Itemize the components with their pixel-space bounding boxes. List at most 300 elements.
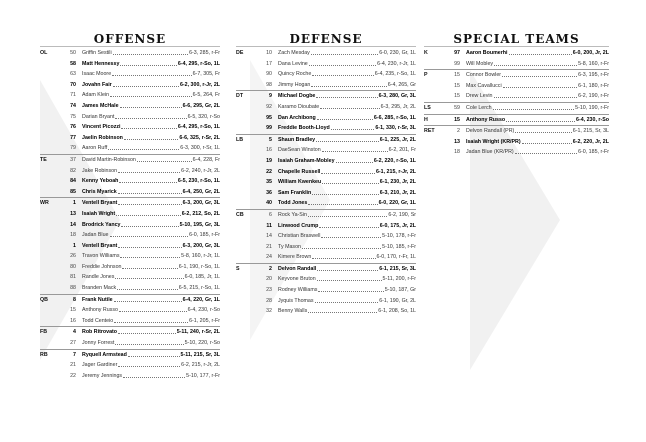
player-info: 5-10, 195, Gr, 3L	[179, 221, 220, 228]
dot-leader	[515, 126, 571, 133]
roster-row	[424, 103, 609, 115]
defense-section	[236, 32, 416, 317]
player-name: Jadan Blue (KR/PR)	[466, 149, 514, 156]
player-info: 6-4, 295, r-So, 1L	[177, 124, 220, 131]
player-name: Todd Centeio	[82, 317, 114, 324]
dot-leader	[317, 113, 373, 120]
player-name: Isaiah Wright (KR/PR)	[466, 138, 521, 145]
dot-leader	[317, 274, 382, 281]
player-name: Max Cavallucci	[466, 82, 502, 89]
player-name: Sam Franklin	[278, 189, 312, 196]
player-info: 6-1, 215, Sr, 3L	[572, 128, 609, 135]
dot-leader	[108, 143, 179, 150]
dot-leader	[316, 135, 379, 142]
jersey-number: 8	[73, 296, 76, 303]
dot-leader	[115, 272, 183, 279]
player-info: 6-0, 185, Jr, 1L	[184, 274, 220, 281]
player-info: 6-3, 280, Gr, 3L	[378, 93, 416, 100]
roster-row	[236, 80, 416, 92]
jersey-number: 88	[70, 285, 76, 292]
jersey-number: 97	[454, 50, 460, 56]
roster-row	[40, 59, 220, 70]
jersey-number: 77	[70, 134, 76, 141]
player-info: 5-11, 215, Sr, 3L	[180, 351, 220, 358]
dot-leader	[322, 145, 388, 152]
player-info: 6-1, 208, So, 1L	[378, 308, 416, 315]
jersey-number: 7	[73, 351, 76, 358]
roster-row	[40, 122, 220, 133]
roster-row	[236, 264, 416, 275]
roster-row	[236, 91, 416, 102]
jersey-number: 14	[70, 221, 76, 228]
player-info: 6-5, 215, r-So, 1L	[178, 285, 220, 292]
player-name: Connor Bowler	[466, 72, 502, 79]
player-info: 6-4, 228, Fr	[192, 156, 220, 163]
roster-row	[236, 69, 416, 80]
jersey-number: 4	[73, 329, 76, 336]
player-name: Isaiah Graham-Mobley	[278, 157, 335, 164]
jersey-number: 13	[70, 210, 76, 217]
dot-leader	[124, 133, 178, 140]
jersey-number: 10	[266, 50, 272, 56]
position-label: P	[424, 72, 428, 79]
player-info: 6-4, 230, r-Jr, 1L	[377, 60, 416, 67]
dot-leader	[118, 166, 180, 173]
jersey-number: 18	[70, 232, 76, 239]
jersey-number: 21	[266, 243, 272, 250]
player-info: 6-2, 190, r-Fr	[578, 93, 609, 100]
roster-row	[236, 113, 416, 124]
jersey-number: 26	[70, 253, 76, 260]
dot-leader	[120, 59, 177, 66]
player-name: Dana Levine	[278, 60, 308, 67]
jersey-number: 59	[454, 104, 460, 111]
roster-row	[40, 155, 220, 166]
roster-row	[40, 283, 220, 295]
roster-row	[236, 231, 416, 242]
dot-leader	[318, 285, 383, 292]
player-info: 6-3, 295, Jr, 2L	[380, 103, 416, 110]
dot-leader	[322, 177, 379, 184]
player-info: 6-5, 320, r-So	[187, 113, 220, 120]
jersey-number: 17	[266, 60, 272, 67]
roster-row	[40, 350, 220, 361]
roster-row	[424, 81, 609, 92]
roster-row	[236, 274, 416, 285]
jersey-number: 15	[70, 307, 76, 314]
dot-leader	[115, 338, 183, 345]
player-info: 6-0, 230, Gr, 1L	[379, 50, 416, 56]
roster-row	[40, 198, 220, 209]
player-info: 5-11, 240, r-Sr, 2L	[176, 329, 220, 336]
roster-row	[236, 59, 416, 70]
jersey-number: 99	[266, 125, 272, 132]
player-name: Linwood Crump	[278, 222, 319, 229]
dot-leader	[123, 371, 185, 378]
dot-leader	[115, 112, 186, 119]
jersey-number: 90	[266, 71, 272, 78]
player-info: 6-2, 240, r-Jr, 2L	[181, 167, 220, 174]
jersey-number: 79	[70, 145, 76, 152]
dot-leader	[114, 295, 182, 302]
roster-row	[40, 112, 220, 123]
player-name: Griffin Sestili	[82, 50, 112, 56]
player-name: Quincy Roche	[278, 71, 312, 78]
jersey-number: 95	[266, 114, 272, 121]
player-name: Delvon Randall	[278, 265, 317, 272]
dot-leader	[117, 283, 178, 290]
jersey-number: 9	[269, 93, 272, 100]
roster-row	[40, 220, 220, 231]
player-name: Brodrick Yancy	[82, 221, 121, 228]
player-name: Keyvone Bruton	[278, 276, 316, 283]
dot-leader	[336, 156, 373, 163]
player-name: Rodney Williams	[278, 287, 318, 294]
roster-row	[236, 156, 416, 167]
special-teams-title: SPECIAL TEAMS	[424, 32, 609, 47]
roster-row	[236, 221, 416, 232]
dot-leader	[119, 176, 176, 183]
roster-row	[424, 91, 609, 103]
player-name: David Martin-Robinson	[82, 156, 136, 163]
player-name: Dan Archibong	[278, 114, 316, 121]
dot-leader	[312, 188, 379, 195]
player-info: 6-4, 295, r-So, 1L	[177, 60, 220, 67]
roster-row	[236, 306, 416, 317]
position-label: LB	[236, 136, 244, 143]
dot-leader	[116, 209, 181, 216]
dot-leader	[315, 296, 379, 303]
jersey-number: 15	[454, 116, 460, 123]
player-name: Branden Mack	[82, 285, 117, 292]
roster-row	[40, 305, 220, 316]
dot-leader	[118, 241, 181, 248]
roster-row	[236, 242, 416, 253]
player-info: 5-11, 200, r-Fr	[382, 276, 416, 283]
player-info: 6-1, 230, Jr, 2L	[379, 179, 416, 186]
player-name: Zach Mesday	[278, 50, 310, 56]
player-name: Jovahn Fair	[82, 81, 112, 88]
jersey-number: 85	[70, 188, 76, 195]
player-info: 6-3, 210, Jr, 2L	[379, 189, 416, 196]
dot-leader	[503, 81, 577, 88]
player-info: 6-6, 295, Gr, 2L	[182, 102, 220, 109]
dot-leader	[311, 80, 386, 87]
player-name: Jyquis Thomas	[278, 297, 314, 304]
player-name: Darian Bryant	[82, 113, 115, 120]
jersey-number: 16	[70, 317, 76, 324]
dot-leader	[320, 102, 379, 109]
player-name: Cole Lerch	[466, 104, 492, 111]
player-info: 5-10, 220, r-So	[184, 340, 220, 347]
dot-leader	[113, 80, 179, 87]
player-name: Todd Jones	[278, 200, 308, 207]
player-info: 6-1, 205, r-Fr	[189, 317, 220, 324]
roster-row	[40, 262, 220, 273]
player-name: Ryquell Armstead	[82, 351, 127, 358]
player-name: Will Mobley	[466, 60, 494, 67]
position-label: K	[424, 50, 428, 56]
player-info: 6-1, 330, r-Sr, 3L	[375, 125, 416, 132]
jersey-number: 23	[266, 287, 272, 294]
player-info: 5-10, 185, r-Fr	[382, 243, 416, 250]
player-info: 6-2, 220, Jr, 2L	[572, 138, 609, 145]
player-name: DaeSean Winston	[278, 147, 321, 154]
jersey-number: 74	[70, 102, 76, 109]
roster-row	[236, 145, 416, 156]
roster-row	[236, 296, 416, 307]
player-info: 5-10, 187, Gr	[384, 287, 416, 294]
player-name: Frank Nutile	[82, 296, 113, 303]
dot-leader	[316, 91, 377, 98]
position-label: WR	[40, 200, 49, 207]
dot-leader	[515, 147, 577, 154]
jersey-number: 98	[266, 81, 272, 88]
dot-leader	[509, 48, 572, 55]
jersey-number: 99	[454, 60, 460, 67]
dot-leader	[494, 91, 578, 98]
roster-row	[40, 272, 220, 283]
roster-row	[40, 241, 220, 252]
roster-row	[40, 101, 220, 112]
jersey-number: 22	[266, 168, 272, 175]
roster-row	[236, 48, 416, 59]
player-name: Kimere Brown	[278, 254, 312, 261]
dot-leader	[114, 316, 188, 323]
position-label: RB	[40, 351, 48, 358]
dot-leader	[118, 198, 181, 205]
jersey-number: 70	[70, 81, 76, 88]
jersey-number: 22	[70, 372, 76, 379]
roster-row	[236, 252, 416, 264]
dot-leader	[309, 59, 376, 66]
player-name: Michael Dogbe	[278, 93, 316, 100]
jersey-number: 1	[73, 242, 76, 249]
dot-leader	[319, 221, 378, 228]
player-info: 6-4, 265, Gr	[387, 81, 416, 88]
jersey-number: 11	[266, 222, 272, 229]
roster-row	[236, 198, 416, 210]
dot-leader	[493, 103, 575, 110]
dot-leader	[494, 59, 577, 66]
jersey-number: 24	[266, 254, 272, 261]
player-info: 5-8, 160, r-Jr, 1L	[181, 253, 220, 260]
player-name: Jeremy Jennings	[82, 372, 123, 379]
roster-row	[424, 70, 609, 81]
player-name: Benny Walls	[278, 308, 308, 315]
offense-section	[40, 32, 220, 381]
dot-leader	[128, 350, 180, 357]
player-info: 5-8, 160, r-Fr	[578, 60, 609, 67]
jersey-number: 36	[266, 189, 272, 196]
player-name: Jadan Blue	[82, 232, 109, 239]
roster-row	[40, 143, 220, 155]
special-teams-section	[424, 32, 609, 158]
roster-row	[236, 285, 416, 296]
player-info: 6-5, 264, Fr	[192, 92, 220, 99]
roster-row	[236, 123, 416, 135]
player-info: 6-2, 215, r-Jr, 2L	[181, 362, 220, 369]
dot-leader	[308, 210, 387, 217]
jersey-number: 20	[266, 276, 272, 283]
player-name: Freddie Johnson	[82, 263, 122, 270]
player-name: Christian Braswell	[278, 233, 321, 240]
player-info: 6-1, 190, r-So, 1L	[178, 263, 220, 270]
player-name: Ty Mason	[278, 243, 301, 250]
player-info: 6-4, 235, r-So, 1L	[374, 71, 416, 78]
player-name: Karamo Dioubate	[278, 103, 320, 110]
roster-row	[40, 90, 220, 101]
dot-leader	[522, 137, 572, 144]
roster-row	[236, 210, 416, 221]
roster-row	[236, 188, 416, 199]
jersey-number: 35	[266, 179, 272, 186]
roster-row	[40, 48, 220, 59]
player-info: 6-1, 215, Sr, 3L	[379, 265, 416, 272]
dot-leader	[302, 242, 381, 249]
player-info: 5-10, 190, r-Fr	[575, 104, 609, 111]
player-info: 6-2, 190, Sr	[388, 211, 416, 218]
jersey-number: 81	[70, 274, 76, 281]
jersey-number: 32	[266, 308, 272, 315]
dot-leader	[112, 69, 191, 76]
jersey-number: 2	[269, 265, 272, 272]
roster-row	[40, 166, 220, 177]
player-name: Adam Klein	[82, 92, 110, 99]
position-label: DT	[236, 93, 244, 100]
jersey-number: 6	[269, 211, 272, 218]
dot-leader	[312, 252, 375, 259]
position-label: S	[236, 265, 240, 272]
player-name: James McHale	[82, 102, 119, 109]
player-name: William Kwenkeu	[278, 179, 322, 186]
player-name: Chris Myarick	[82, 188, 117, 195]
position-label: DE	[236, 50, 244, 56]
roster-row	[40, 251, 220, 262]
jersey-number: 63	[70, 71, 76, 78]
dot-leader	[137, 155, 192, 162]
position-label: RET	[424, 128, 435, 135]
roster-row	[424, 147, 609, 158]
dot-leader	[120, 101, 182, 108]
jersey-number: 16	[266, 147, 272, 154]
roster-row	[424, 126, 609, 137]
player-name: Delvon Randall (PR)	[466, 128, 515, 135]
jersey-number: 58	[70, 60, 76, 67]
player-name: Randle Jones	[82, 274, 115, 281]
jersey-number: 21	[70, 362, 76, 369]
player-name: Aaron Boumerhi	[466, 50, 508, 56]
jersey-number: 18	[454, 149, 460, 156]
player-info: 6-1, 215, r-Jr, 2L	[375, 168, 416, 175]
player-name: Ventell Bryant	[82, 200, 118, 207]
player-info: 6-0, 175, Jr, 2L	[379, 222, 416, 229]
player-info: 6-6, 285, r-So, 1L	[373, 114, 416, 121]
player-info: 6-3, 200, Gr, 3L	[182, 242, 220, 249]
player-name: Anthony Russo	[82, 307, 118, 314]
player-name: Jimmy Hogan	[278, 81, 311, 88]
roster-row	[40, 360, 220, 371]
dot-leader	[321, 231, 381, 238]
jersey-number: 15	[454, 72, 460, 79]
jersey-number: 76	[70, 124, 76, 131]
player-info: 6-0, 185, r-Fr	[189, 232, 220, 239]
player-name: Travon Williams	[82, 253, 120, 260]
player-info: 6-0, 220, Gr, 1L	[378, 200, 416, 207]
player-name: Ventell Bryant	[82, 242, 118, 249]
roster-row	[236, 177, 416, 188]
roster-row	[40, 295, 220, 306]
player-info: 6-3, 195, r-Fr	[578, 72, 609, 79]
player-name: Rob Ritrovato	[82, 329, 118, 336]
offense-roster	[40, 48, 220, 381]
roster-row	[236, 135, 416, 146]
roster-row	[40, 69, 220, 80]
player-info: 6-3, 300, r-Sr, 1L	[180, 145, 220, 152]
player-info: 6-5, 230, r-So, 1L	[177, 178, 220, 185]
roster-row	[40, 371, 220, 382]
roster-row	[40, 176, 220, 187]
dot-leader	[122, 262, 177, 269]
special-teams-roster	[424, 48, 609, 158]
jersey-number: 50	[70, 50, 76, 56]
player-info: 6-3, 285, r-Fr	[189, 50, 220, 56]
jersey-number: 13	[454, 138, 460, 145]
roster-row	[40, 209, 220, 220]
jersey-number: 37	[70, 156, 76, 163]
player-info: 6-7, 305, Fr	[192, 71, 220, 78]
defense-roster	[236, 48, 416, 317]
jersey-number: 84	[70, 178, 76, 185]
roster-row	[424, 59, 609, 71]
position-label: FB	[40, 329, 48, 336]
jersey-number: 14	[266, 233, 272, 240]
jersey-number: 40	[266, 200, 272, 207]
jersey-number: 15	[454, 93, 460, 100]
roster-row	[424, 48, 609, 59]
dot-leader	[121, 122, 176, 129]
player-name: Drew Levin	[466, 93, 493, 100]
player-name: Matt Hennessy	[82, 60, 120, 67]
position-label: LS	[424, 104, 431, 111]
player-info: 6-1, 190, Gr, 2L	[379, 297, 416, 304]
jersey-number: 15	[454, 82, 460, 89]
roster-row	[40, 133, 220, 144]
roster-row	[40, 230, 220, 241]
dot-leader	[118, 360, 180, 367]
player-info: 6-2, 300, r-Jr, 2L	[179, 81, 220, 88]
dot-leader	[308, 198, 377, 205]
player-info: 6-1, 180, r-Fr	[578, 82, 609, 89]
roster-row	[424, 115, 609, 127]
player-info: 6-1, 225, Jr, 2L	[379, 136, 416, 143]
offense-title: OFFENSE	[40, 32, 220, 47]
player-name: Jake Robinson	[82, 167, 118, 174]
player-name: Isaiah Wright	[82, 210, 116, 217]
player-name: Kenny Yeboah	[82, 178, 119, 185]
jersey-number: 28	[266, 297, 272, 304]
roster-row	[40, 338, 220, 350]
player-name: Shaun Bradley	[278, 136, 316, 143]
dot-leader	[118, 187, 182, 194]
roster-row	[40, 327, 220, 338]
player-info: 6-0, 200, Jr, 2L	[572, 50, 609, 56]
dot-leader	[110, 230, 189, 237]
player-info: 5-10, 177, r-Fr	[186, 372, 220, 379]
dot-leader	[118, 327, 176, 334]
player-name: Jonny Forrest	[82, 340, 115, 347]
jersey-number: 71	[70, 92, 76, 99]
